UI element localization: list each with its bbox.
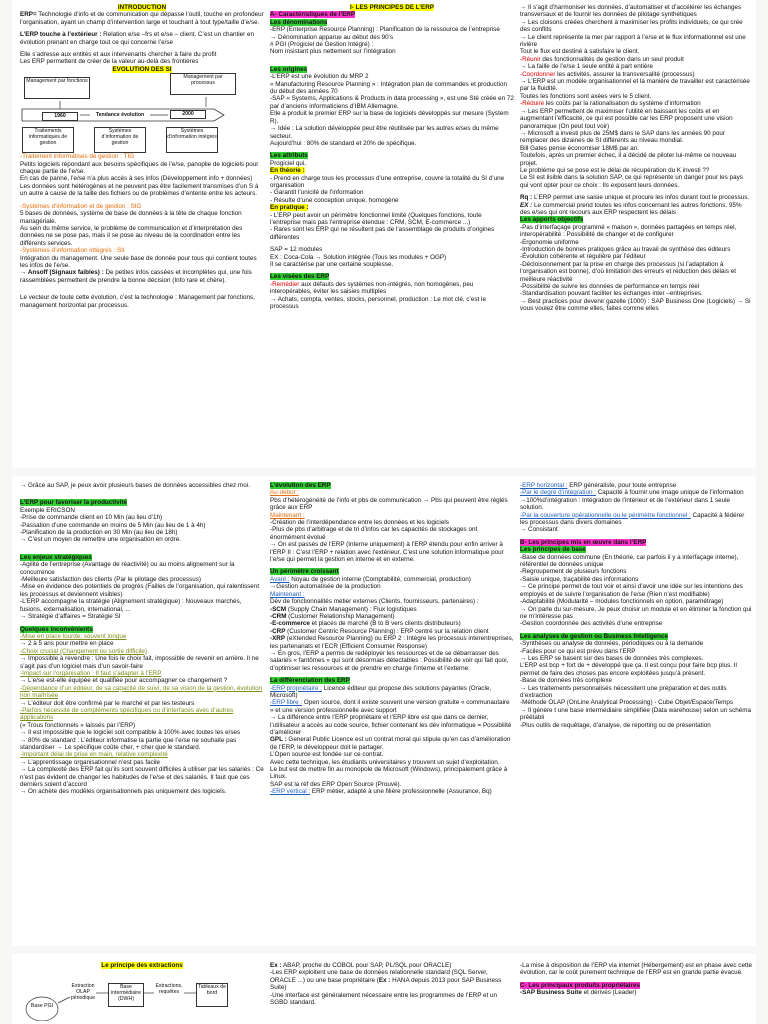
p3-line-1-text: HANA depuis 2013 pour SAP Business Suite) <box>270 976 502 992</box>
perimetre-heading: Un périmètre croissant <box>270 568 339 576</box>
sig-text: 5 bases de données, système de base de données à la tête de chaque fonction managériale. <box>20 210 242 225</box>
systemes-integres-box: Systèmes d’information intégrés <box>166 127 218 153</box>
maintenant-2-label: Maintenant : <box>270 590 305 598</box>
ericson-example: Exemple ERICSON <box>20 506 75 514</box>
sii-heading: -Systèmes d’information intégrés : SII <box>20 247 125 255</box>
principes-base-1: -Base de données commune (En théorie, car parfois il y a interfaçage interne), référentiel de données unique <box>520 553 739 569</box>
c3-line-9: Toutes les fonctions sont axées vers le 5 client. <box>520 92 652 100</box>
erp-vertical-text: ERP métier, adapté à une filière professionnelle (Assurance, Bq) <box>310 788 492 796</box>
principes-base-7: -Gestion coordonnée des activités d’une entreprise <box>520 620 663 628</box>
visees-heading: Les visées des ERP <box>270 273 330 281</box>
visees-text-2: → Achats, compta, ventes, stocks, personnel, production : Le mot clé, c’est le processus <box>270 295 486 311</box>
sap-modules: SAP = 12 modules <box>270 246 323 254</box>
coca-example: EX : Coca-Cola → Solution intégrée (Tous les modules + OGP) <box>270 253 447 261</box>
perimetre-4: → En gros, l’ERP a permis de redéployer les ressources et de se débarrasser des salariés « fantômes » qui sont désormais détectables : Possibilité de voir qui fait quoi, d’optimiser les ressources et de prendre en charge l’interne et l’externe. <box>270 649 509 672</box>
evolution-erp-heading: L’évolution des ERP <box>270 482 331 489</box>
c3-line-7: les activités, assurer la transversalité (processus) <box>555 70 695 78</box>
attributs-5: - L’ERP peut avoir un périmètre fonctionnel limité (Quelques fonctions, toute l’entreprise mais pas l’entreprise étendue : CRM, SCM, E-commerce ...) <box>270 211 482 226</box>
c3-line-8: → L’ERP est un modèle organisationnel et la manière de travailler est caractérisée par la fluidité. <box>520 78 750 93</box>
pratique-label: En pratique : <box>270 204 309 212</box>
differenciation-4: Le but est de mettre fin au monopole de Microsoft (Windows), principalement grâce à Linux. <box>270 766 508 781</box>
origines-3: -SAP « Systems, Applications & Products in data processing », est une Sté créée en 72 par d’anciens informaticiens d’IBM Allemagne. <box>270 95 514 110</box>
p3-ex-label: Ex : <box>270 962 282 969</box>
inconvenients-4: → Impossible à revendre : Une fois le choix fait, impossible de revenir en arrière. Il ne s’agit pas d’un logiciel mais d’un savoir-faire <box>20 655 259 670</box>
management-fonctions-box: Management par fonctions <box>24 77 90 99</box>
erp-label: ERP= <box>20 11 37 19</box>
tendance-label: Tendance évolution <box>95 112 145 119</box>
differenciation-5: SAP est la réf des ERP Open Source (Prouvé). <box>270 780 402 788</box>
origines-5: → Idée : La solution développée peut être réutilisée par les autres e/ses du même secteur. <box>270 125 499 140</box>
page3-column-3 <box>520 962 752 997</box>
perimetre-3: Dév de fonctionnalités métier externes (Clients, fournisseurs, partenaires) : <box>270 598 479 606</box>
visees-text: aux défauts des systèmes non-intégrés, non homogènes, peu interopérables, éviter les saisies multiples <box>270 280 474 296</box>
apports-heading: Les apports objectifs <box>520 216 584 224</box>
inconvenients-8: → L’éditeur doit être confirmé par le marché et par les testeurs <box>20 699 195 707</box>
crm-label: -CRM <box>270 612 287 620</box>
p3-line-1: -Les ERP exploitent une base de données relationnelle standard (SQL Server, ORACLE ...) ou une base propriétaire ( <box>270 969 488 984</box>
page2-column-3 <box>520 482 752 729</box>
management-processus-box: Management par processus <box>170 73 236 95</box>
page1-column-3 <box>520 4 752 313</box>
theorie-label: En théorie : <box>270 167 305 175</box>
differenciation-1: → La différence entre l’ERP propriétaire et l’ERP libre est que dans ce dernier, l’utilisateur a accès au code source, fichier contenant les dév informatique = Possibilité d’améliorer <box>270 714 512 736</box>
productivite-2: -Passation d’une commande en moins de 5 Min (au lieu de 1 à 4h) <box>20 521 206 529</box>
page2-column-1 <box>20 482 264 796</box>
erp-vertical-label: -ERP vertical : <box>270 788 311 796</box>
page-1 <box>12 0 756 468</box>
denominations-heading: Les dénominations <box>270 18 328 26</box>
scm-label: -SCM <box>270 605 287 613</box>
origines-6: Aujourd’hui : 80% de standard et 20% de spécifique. <box>270 139 417 147</box>
reunir-label: -Réunir <box>520 55 541 63</box>
ansoff-text: De petites infos cassées et incomplètes qui, une fois rassemblées permettent de prendre la bonne décision (Info rare et chère). <box>20 269 252 284</box>
principes-base-5: -Adaptabilité (Modularité – modules fonctionnels en option, paramétrage) <box>520 598 724 606</box>
erp-libre-label: -ERP libre : <box>270 699 303 707</box>
erp-libre-text: Open source, dont il existe souvent une version gratuite « communautaire » et une version professionnelle avec support <box>270 699 510 714</box>
erp-proprietaire-label: -ERP propriétaire : <box>270 684 323 692</box>
evolution-diagram <box>20 73 264 153</box>
page1-column-2 <box>270 4 514 310</box>
year-1960-box: 1960 <box>42 112 78 121</box>
p2c1-line-1: → Grâce au SAP, je peux avoir plusieurs bases de données accessibles chez moi. <box>20 482 250 489</box>
attributs-heading: Les attributs <box>270 152 308 160</box>
apports-4: -Évolution cohérente et régulière par l’éditeur <box>520 253 646 261</box>
productivite-3: -Planification de la production en 30 Min (au lieu de 18h) <box>20 529 178 537</box>
origines-4: Elle a produit le premier ERP sur la base de logiciels développés sur mesure (System R). <box>270 110 509 125</box>
c3-line-11: → Les ERP permettent de maximiser l’utilité en baissant les coûts et en augmentant l’efficacité, ce qui est possible car les ERP proposent une vision panoramique (On peut tout voir) <box>520 107 733 130</box>
xrp-label: -XRP <box>270 635 286 643</box>
ex-text: Le commercial prend toutes les infos concernant les autres fonctions. 95% des e/ses qui ont recours aux ERP respectent les délais <box>520 201 742 216</box>
avant-label: Avant : <box>270 575 290 583</box>
productivite-1: -Prise de commande client en 10 Min (au lieu d’1h) <box>20 514 163 522</box>
extractions-diagram <box>20 969 264 1021</box>
sig-text-2: Au sein du même service, le problème de communication et d’interprétation des données ne se pose pas, mais il se pose au niveau de la coordination entre les différents services. <box>20 224 243 247</box>
ext-text: Relation e/se –frs et e/se – client. C’est un chantier en évolution prenant en charge tout ce qui concerne l’e/se <box>20 31 255 46</box>
inconvenients-12: → 80% de standard : L’éditeur informatise la partie que l’e/se ne souhaite pas standardiser → Le spécifique coûte cher, + cher que le standard. <box>20 736 237 751</box>
systemes-info-box: Systèmes d’information de gestion <box>94 127 146 153</box>
productivite-heading: L’ERP pour favoriser la productivité <box>20 499 127 507</box>
attributs-3: - Garantit l’unicité de l’information <box>270 189 364 197</box>
extraction-olap-label: Extraction OLAP périodique <box>70 983 96 1002</box>
bi-1: -Synthèses ou analyse de données, périodiques ou à la demande <box>520 640 704 648</box>
tig-heading: -Traitement informatisés de gestion : TIG <box>20 153 135 161</box>
ext-label: L’ERP touche à l’extérieur : <box>20 31 102 39</box>
enjeux-heading: Les enjeux stratégiques <box>20 553 92 561</box>
c3-line-4: Tout le flux est destiné à satisfaire le client. <box>520 48 640 56</box>
sap-business-suite-text: et dérivés (Leader) <box>581 989 637 997</box>
apports-6: -Possibilité de suivre les données de performance en temps réel <box>520 283 700 291</box>
c3-line-2: → Les cloisons créées cherchent à maximiser les profits individuels, ce qui crée des conflits <box>520 18 743 34</box>
vecteur-text: Le vecteur de toute cette évolution, c’est la technologie : Management par fonctions, management horizontal par processus. <box>20 294 255 309</box>
bi-9: -Plus outils de requêtage, d’analyse, de reporting ou de présentation <box>520 721 711 729</box>
enjeux-3: -Mise en évidence des potentiels de progrès (Failles de l’organisation, qui ralentissent les processus et deviennent visibles) <box>20 583 260 598</box>
productivite-4: → C’est un moyen de remettre une organisation en ordre. <box>20 536 182 544</box>
inconvenients-1: -Mise en place lourde, souvent longue <box>20 632 127 640</box>
p3-ex-text: ABAP, proche du COBOL pour SAP, PL/SQL pour ORACLE) <box>281 962 452 969</box>
intro-title: INTRODUCTION <box>117 4 167 11</box>
c3-line-16: Le SI est lisible dans la solution SAP, ce qui représente un danger pour les pays qui vont opter pour ce choix : Ils exposent leurs données. <box>520 174 743 189</box>
xrp-text: (eXtended Resource Planning) ou ERP 2 : Intègre les processus interentreprises, les partenariats et l’ECR (Efficient Consumer Response) <box>270 635 514 650</box>
apports-7: -Standardisation pouvant faciliter les échanges inter –entreprises. <box>520 290 703 298</box>
bi-4: L’ERP est bcp + fort de + développé que ça. Il est conçu pour faire bcp plus. Il permet de faire des choses pas encore exploitées jusqu’à présent. <box>520 662 737 677</box>
extractions-title: Le principe des extractions <box>101 962 183 969</box>
inconvenients-7: -Dépendance d’un éditeur, de sa capacité de suivi, de sa vision de la gestion, évolution non maîtrisée <box>20 684 263 700</box>
inconvenients-16: → On achète des modèles organisationnels pas uniquement des logiciels. <box>20 788 227 796</box>
attributs-1: Progiciel qui, <box>270 159 307 167</box>
crp-label: -CRP <box>270 627 286 635</box>
p3-line-1-ex: Ex : <box>378 976 391 984</box>
inconvenients-9: -Parfois nécessité de compléments spécifiques ou d’interfaces avec d’autres applications <box>20 706 234 722</box>
tig-text: Petits logiciels répondant aux besoins spécifiques de l’e/se, panoplie de logiciels pour chaque partie de l’e/se. <box>20 160 259 176</box>
tableaux-bord-box: Tableaux de bord <box>196 983 228 1007</box>
remedier-label: -Remédier <box>270 280 300 288</box>
evolution-2: -Création de l’interdépendance entre les données et les logiciels <box>270 519 449 527</box>
au-debut-label: Au début : <box>270 489 299 497</box>
ansoff-label: → Ansoff (Signaux faibles) : <box>20 269 104 277</box>
principes-title: I- LES PRINCIPES DE L’ERP <box>350 4 434 11</box>
apports-2: -Ergonomie uniforme <box>520 238 579 246</box>
page3-column-1 <box>20 962 264 1021</box>
inconvenients-3: -Choix crucial (Changement ou sortie difficile) <box>20 647 147 655</box>
principes-base-2: -Regroupement de plusieurs fonctions <box>520 568 627 576</box>
c3-line-3: → Le client représente la mer par rapport à l’e/se et le flux informationnel est une rivière <box>520 33 746 49</box>
page3-column-2 <box>270 962 514 1006</box>
couverture-label: -Par la couverture opérationnelle ou le périmètre fonctionnel : <box>520 511 691 519</box>
caracteristiques-heading: A- Caractéristiques de l’ERP <box>270 11 356 19</box>
evolution-4: → On est passés de l’ERP (Interne uniquement) à l’ERP étendu pour enfin arriver à l’ERP II : C’est l’ERP + relation avec l’extérieur. C’est une solution informatique pour l’e/se qui permet la gestion en interne et en externe. <box>270 541 504 564</box>
maintenant-label: Maintenant : <box>270 511 305 519</box>
ex-label: EX : <box>520 201 533 209</box>
bi-6: → Les traitements personnalisés nécessitent une préparation et des outils d’extraction <box>520 684 727 699</box>
perimetre-1: Noyau de gestion interne (Comptabilité, commercial, production) <box>289 575 471 583</box>
ecommerce-label: -E-commerce <box>270 620 310 628</box>
c3-line-15: Le problème qui se pose est le délai de récupération du K investi ?? <box>520 166 710 174</box>
frontieres-text: Les ERP permettent de créer de la valeur au-delà des frontières <box>20 58 199 66</box>
page-2 <box>12 476 756 946</box>
origines-heading: Les origines <box>270 65 308 73</box>
page2-column-2 <box>270 482 514 796</box>
c3-line-5: des fonctionnalités de gestion dans un seul produit <box>540 55 684 63</box>
bi-8: → Il génère t une base intermédiaire simplifiée (Data warehouse) selon un schéma préétabli <box>520 706 752 722</box>
entites-text: Elle s’adresse aux entités et aux intervenants chercher à faire du profit <box>20 51 217 59</box>
c3-line-6: → La faille de l’e/se 1 seule entité à part entière <box>520 63 654 71</box>
apports-3: -Introduction de bonnes pratiques grâce au travail de synthèse des éditeurs <box>520 246 731 253</box>
bi-3: → Les ERP se basent sur des bases de données très complexes. <box>520 654 704 662</box>
sap-business-suite-label: -SAP Business Suite <box>520 989 582 997</box>
bi-7: -Méthode OLAP (OnLine Analytical Processing) - Cube Objet/Espace/Temps <box>520 699 734 707</box>
erp-proprietaire-text: Licence éditeur qui propose des solutions payantes (Oracle, Microsoft) <box>270 684 492 699</box>
bi-5: -Base de données très complexe <box>520 677 613 685</box>
principes-base-4: → Ce principe permet de tout voir et ainsi d’avoir une idée sur les intentions des employés et de suivre l’organisation de l’e/se (Rien n’est modifiable) <box>520 583 743 598</box>
c3-line-12: → Microsoft a investi plus de 25M$ dans le SAP dans les années 90 pour remplacer des dizaines de SI différents au niveau mondial. <box>520 129 725 145</box>
erp-line: -ERP (Enterprise Resource Planning) : Planification de la ressource de l’entreprise <box>270 26 500 34</box>
apports-8: → Best practices pour devenir gazelle (1000) : SAP Business One (Logiciels) → Si vous voulez être comme elles, faites comme elles <box>520 297 751 313</box>
page1-column-1 <box>20 4 264 309</box>
inconvenients-10: (« Trous fonctionnels » laissés par l’ERP) <box>20 721 136 729</box>
degre-integration-label: -Par le degré d’intégration : <box>520 489 596 497</box>
evolution-3: -Plus de pbs d’arbitrage et de tri d’infos car les capacités de stockages ont énormément évolué <box>270 526 478 541</box>
inconvenients-heading: Quelques inconvénients <box>20 625 93 633</box>
consistant-text: → Consistant <box>520 526 558 534</box>
base-pgi-label: Base PGI <box>30 1003 54 1010</box>
differenciation-2: L’Open source est fondée sur ce contrat. <box>270 751 384 759</box>
sii-text: Intégration du management. Une seule base de donnée pour tous qui contient toutes les infos de l’e/se. <box>20 254 257 269</box>
tig-text-3: Les données sont hétérogènes et ne peuvent pas être facilement transmises d’un S à un autre à cause de la taille des fichiers ou de problèmes d’entente entre les acteurs. <box>20 182 259 198</box>
inconvenients-15: → La complexité des ERP fait qu’ils sont souvent difficiles à utiliser par les salariés : Ce n’est pas évident de changer les habitudes de l’e/se et des salariés. Il faut que ces derniers soient d’accord <box>20 766 264 789</box>
coca-example-2: Il se caractérise par une certaine souplesse. <box>270 261 394 268</box>
enjeux-1: -Agilité de l’entreprise (Avantage de réactivité) ou au moins alignement sur la concurrence <box>20 561 235 576</box>
origines-2: « Manufacturing Resource Planning » : Intégration plan de commandes et production du début des années 70 <box>270 80 507 96</box>
tig-text-2: En cas de panne, l’e/se n’a plus accès à ses infos (Développement info + données) <box>20 175 253 183</box>
rq-label: Rq : <box>520 194 533 202</box>
attributs-4: - Résulte d’une conception unique, homogène <box>270 196 399 204</box>
enjeux-2: -Meilleure satisfaction des clients (Par le pilotage des processus) <box>20 576 201 584</box>
year-2000-box: 2000 <box>170 110 206 119</box>
inconvenients-5: -Impact sur l’organisation : Il faut s’adapter à l’ERP <box>20 669 162 677</box>
page-3 <box>12 954 756 1024</box>
erp-line-2: → Dénomination apparue au début des 90’s <box>270 33 394 41</box>
crp-text: (Customer Centric Resource Planning) : ERP centré sur la relation client <box>285 627 489 635</box>
principes-base-heading: Les principes de base <box>520 546 586 554</box>
inconvenients-11: → Il est impossible que le logiciel soit compatible à 100% avec toutes les e/ses <box>20 729 241 737</box>
sig-heading: -Systèmes d’information et de gestion : SIG <box>20 202 142 210</box>
apports-5: -Décloisonnement par la prise en charge des processus (si l’adaptation à l’organisation est bonne), d’où limitation des erreurs et réduction des délais et meilleure réactivité <box>520 260 736 283</box>
inconvenients-2: → 2 à 5 ans pour mettre en place <box>20 640 114 648</box>
erp-horizontal-text: ERP généraliste, pour toute entreprise <box>567 482 677 489</box>
origines-1: -L’ERP est une évolution du MRP 2 <box>270 73 369 81</box>
evolution-si-title: EVOLUTION DES SI <box>112 65 172 73</box>
degre-integration-text: Capacité à fournir une image unique de l’information <box>595 489 744 497</box>
scm-text: (Supply Chain Management) : Flux logistiques <box>286 605 417 613</box>
erp-definition: Technologie d’info et de communication qui dépasse l’outil, touche en profondeur l’organisation, ayant un champ d’intervention large et touchant à tout type/taille d’e/se. <box>20 11 264 26</box>
gpl-text: General Public Licence est un contrat moral qui stipule qu’en cas d’amélioration de l’ERP, le développeur doit le partager. <box>270 736 511 751</box>
ecommerce-text: et places de marché (B to B vers clients distributeurs) <box>309 620 461 628</box>
reduire-label: -Réduire <box>520 100 545 108</box>
c3-line-14: Toutefois, après un premier échec, il a décidé de piloter lui-même ce nouveau projet. <box>520 152 737 167</box>
enjeux-5: → Stratégie d’affaires = Stratégie SI <box>20 613 121 621</box>
p3-line-2: -Une interface est généralement nécessaire entre les programmes de l’ERP et un SGBD standard. <box>270 991 498 1007</box>
business-intelligence-heading: Les analyses de gestion ou Business Intelligence <box>520 632 669 640</box>
p3c3-line-1: -La mise à disposition de l’ERP via internet (Hébergement) est en phase avec cette évolution, car le coût purement technique de l’ERP est en grande partie évacué. <box>520 962 752 977</box>
traitements-box: Traitements informatiques de gestion <box>22 127 74 153</box>
perimetre-2: →Gestion automatisée de la production <box>270 583 381 591</box>
bi-2: -Faciles pour ce qui est prévu dans l’ERP <box>520 647 636 655</box>
pgi-line-2: Nom insistant plus nettement sur l’intégration <box>270 48 396 56</box>
erp-horizontal-label: -ERP horizontal : <box>520 482 568 489</box>
principes-base-3: -Saisie unique, traçabilité des informations <box>520 575 639 583</box>
differenciation-heading: La différenciation des ERP <box>270 677 350 685</box>
evolution-1: Pbs d’hétérogénéité de l’info et pbs de communication → Pbs qui peuvent être réglés grâce aux ERP <box>270 496 508 512</box>
attributs-6: - Rares sont les ERP qui ne résultent pas de l’assemblage de produits d’origines différentes <box>270 226 495 241</box>
produits-proprietaires-heading: C- Les principaux produits propriétaires <box>520 981 641 989</box>
couverture-text: Capacité à fédérer les processus dans divers domaines <box>520 511 745 527</box>
principes-oeuvre-heading: B- Les principes mis en œuvre dans l’ERP <box>520 538 647 546</box>
apports-1: -Pas d’interfaçage programmé « maison », données partagées en temps réel, interopérabilité : Possibilité de changer et de configurer <box>520 223 737 239</box>
attributs-2: - Prend en charge tous les processus d’une entreprise, couvre la totalité du SI d’une organisation <box>270 174 505 189</box>
extractions-requetes-label: Extractions, requêtes <box>155 983 183 996</box>
c3-line-13: Bill Gates pense économiser 18M$ par an. <box>520 144 640 152</box>
rq-text: L’ERP permet une saisie unique et procure les infos durant tout le processus. <box>532 194 750 202</box>
differenciation-3: Avec cette technique, les étudiants universitaires y trouvent un sujet d’exploitation. <box>270 758 500 766</box>
pgi-line: # PGI (Progiciel de Gestion Intégré) : <box>270 41 374 49</box>
inconvenients-14: → L’apprentissage organisationnel n’est pas facile <box>20 758 161 766</box>
gpl-label: GPL : <box>270 736 287 744</box>
base-intermediaire-box: Base intermédiaire (DWH) <box>108 983 144 1007</box>
c3-line-10: les coûts par la rationalisation du système d’information <box>544 100 701 108</box>
integration-1: →100%d’intégration : Intégration de l’intérieur et de l’extérieur dans 1 seule solution. <box>520 496 731 512</box>
c3-line-1: → Il s’agit d’harmoniser les données, d’automatiser et d’accélérer les échanges transversaux et de fournir les données de pilotage synthétiques <box>520 4 742 19</box>
crm-text: (Customer Relationship Management) <box>286 612 395 620</box>
inconvenients-13: -Important délai de prise en main, relative complexité <box>20 751 168 759</box>
inconvenients-6: → L’e/se est-elle équipée et qualifiée pour accompagner ce changement ? <box>20 677 228 685</box>
enjeux-4: -L’ERP accompagne la stratégie (Alignement stratégique) : Nouveaux marchés, fusions, externalisation, international, ... <box>20 598 242 613</box>
coordonner-label: -Coordonner <box>520 70 556 78</box>
principes-base-6: → On parle du sur-mesure. Je peux choisir un module et en éliminer la fonction qui ne m’intéresse pas <box>520 605 752 620</box>
